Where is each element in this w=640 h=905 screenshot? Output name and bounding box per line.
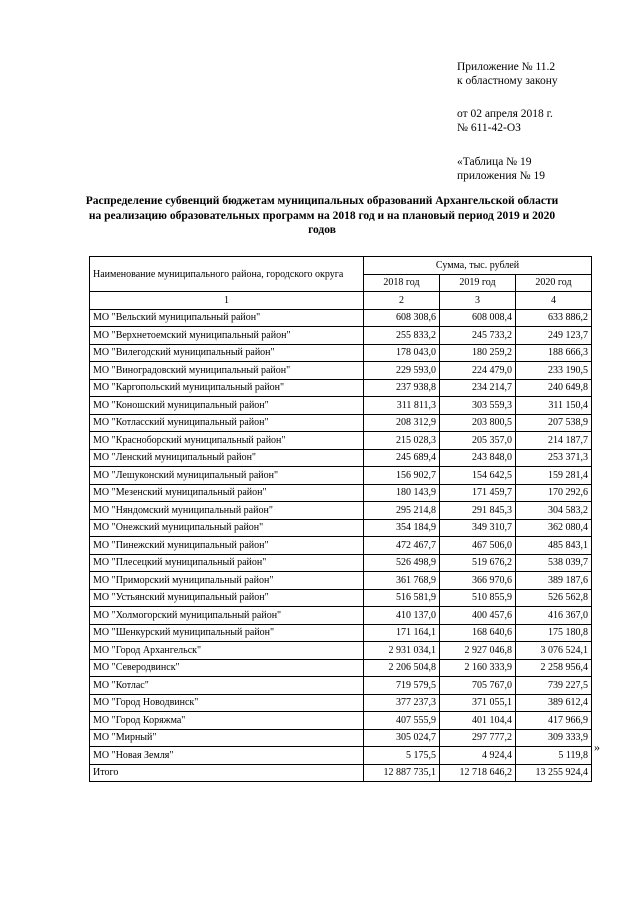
cell-2018: 208 312,9 [364, 414, 440, 432]
cell-2020: 526 562,8 [516, 589, 592, 607]
table-row [90, 607, 592, 625]
cell-2019: 297 777,2 [440, 729, 516, 747]
cell-2019: 203 800,5 [440, 414, 516, 432]
cell-2018: 410 137,0 [364, 607, 440, 625]
cell-2019: 401 104,4 [440, 712, 516, 730]
cell-2019: 705 767,0 [440, 677, 516, 695]
table-row [90, 729, 592, 747]
cell-2019: 366 970,6 [440, 572, 516, 590]
col-header-sum: Сумма, тыс. рублей [364, 257, 592, 275]
table-row [90, 362, 592, 380]
table-row [90, 344, 592, 362]
cell-name: МО "Каргопольский муниципальный район" [90, 379, 364, 397]
table-row [90, 589, 592, 607]
cell-2019: 171 459,7 [440, 484, 516, 502]
cell-2019: 180 259,2 [440, 344, 516, 362]
cell-name: МО "Няндомский муниципальный район" [90, 502, 364, 520]
cell-name: МО "Шенкурский муниципальный район" [90, 624, 364, 642]
cell-2020: 389 187,6 [516, 572, 592, 590]
cell-2018: 516 581,9 [364, 589, 440, 607]
col-header-2019: 2019 год [440, 274, 516, 292]
cell-name: МО "Плесецкий муниципальный район" [90, 554, 364, 572]
cell-2019: 205 357,0 [440, 432, 516, 450]
cell-2018: 171 164,1 [364, 624, 440, 642]
table-row [90, 642, 592, 660]
table-row [90, 484, 592, 502]
cell-2020: 175 180,8 [516, 624, 592, 642]
cell-2019: 12 718 646,2 [440, 764, 516, 782]
cell-2020: 739 227,5 [516, 677, 592, 695]
cell-name: МО "Верхнетоемский муниципальный район" [90, 327, 364, 345]
cell-name: МО "Вилегодский муниципальный район" [90, 344, 364, 362]
cell-2020: 170 292,6 [516, 484, 592, 502]
table-colnum-row [90, 292, 592, 310]
cell-2018: 237 938,8 [364, 379, 440, 397]
table-row [90, 537, 592, 555]
cell-2020: 416 367,0 [516, 607, 592, 625]
col-number-4: 4 [516, 292, 592, 310]
cell-name: МО "Котласский муниципальный район" [90, 414, 364, 432]
cell-name: МО "Красноборский муниципальный район" [90, 432, 364, 450]
closing-quote: » [594, 740, 600, 754]
table-row [90, 502, 592, 520]
cell-2019: 2 927 046,8 [440, 642, 516, 660]
cell-2019: 234 214,7 [440, 379, 516, 397]
cell-2020: 13 255 924,4 [516, 764, 592, 782]
table-row [90, 712, 592, 730]
cell-2020: 2 258 956,4 [516, 659, 592, 677]
col-number-1: 1 [90, 292, 364, 310]
cell-2018: 229 593,0 [364, 362, 440, 380]
cell-2020: 159 281,4 [516, 467, 592, 485]
cell-2020: 253 371,3 [516, 449, 592, 467]
cell-name: МО "Пинежский муниципальный район" [90, 537, 364, 555]
cell-2019: 243 848,0 [440, 449, 516, 467]
cell-2019: 349 310,7 [440, 519, 516, 537]
table-row [90, 414, 592, 432]
col-header-name: Наименование муниципального района, городского округа [90, 257, 364, 292]
appendix-law-ref: к областному закону [457, 75, 558, 87]
cell-2018: 407 555,9 [364, 712, 440, 730]
cell-2020: 188 666,3 [516, 344, 592, 362]
cell-2019: 400 457,6 [440, 607, 516, 625]
cell-2019: 510 855,9 [440, 589, 516, 607]
table-row [90, 327, 592, 345]
cell-2018: 2 931 034,1 [364, 642, 440, 660]
cell-2019: 371 055,1 [440, 694, 516, 712]
cell-name: МО "Северодвинск" [90, 659, 364, 677]
table-row [90, 379, 592, 397]
cell-2018: 255 833,2 [364, 327, 440, 345]
document-title: Распределение субвенций бюджетам муниципальных образований Архангельской области на реализацию образовательных программ на 2018 год и на плановый период 2019 и 2020 годов [85, 195, 559, 236]
cell-name: МО "Лешуконский муниципальный район" [90, 467, 364, 485]
cell-name: МО "Мезенский муниципальный район" [90, 484, 364, 502]
col-header-2018: 2018 год [364, 274, 440, 292]
cell-name: МО "Ленский муниципальный район" [90, 449, 364, 467]
table-body [90, 309, 592, 782]
col-number-3: 3 [440, 292, 516, 310]
table-row [90, 624, 592, 642]
table-appendix-ref: приложения № 19 [457, 170, 545, 182]
table-row [90, 449, 592, 467]
cell-2018: 215 028,3 [364, 432, 440, 450]
cell-2019: 154 642,5 [440, 467, 516, 485]
cell-2019: 4 924,4 [440, 747, 516, 765]
cell-name: Итого [90, 764, 364, 782]
cell-2020: 3 076 524,1 [516, 642, 592, 660]
cell-2020: 362 080,4 [516, 519, 592, 537]
table-header-row [90, 257, 592, 275]
cell-name: МО "Холмогорский муниципальный район" [90, 607, 364, 625]
cell-2019: 608 008,4 [440, 309, 516, 327]
cell-2018: 472 467,7 [364, 537, 440, 555]
table-row [90, 519, 592, 537]
cell-2019: 303 559,3 [440, 397, 516, 415]
table-number: «Таблица № 19 [457, 156, 532, 168]
cell-name: МО "Онежский муниципальный район" [90, 519, 364, 537]
cell-2020: 417 966,9 [516, 712, 592, 730]
cell-2019: 168 640,6 [440, 624, 516, 642]
cell-2020: 5 119,8 [516, 747, 592, 765]
col-header-2020: 2020 год [516, 274, 592, 292]
cell-name: МО "Город Архангельск" [90, 642, 364, 660]
table-row [90, 432, 592, 450]
cell-name: МО "Котлас" [90, 677, 364, 695]
table-row [90, 694, 592, 712]
cell-2019: 519 676,2 [440, 554, 516, 572]
cell-2019: 291 845,3 [440, 502, 516, 520]
table-row [90, 309, 592, 327]
cell-2018: 526 498,9 [364, 554, 440, 572]
cell-name: МО "Виноградовский муниципальный район" [90, 362, 364, 380]
cell-2018: 12 887 735,1 [364, 764, 440, 782]
appendix-number: Приложение № 11.2 [457, 61, 556, 73]
cell-2020: 538 039,7 [516, 554, 592, 572]
cell-2018: 178 043,0 [364, 344, 440, 362]
cell-2018: 156 902,7 [364, 467, 440, 485]
cell-2020: 485 843,1 [516, 537, 592, 555]
cell-2018: 305 024,7 [364, 729, 440, 747]
cell-2018: 2 206 504,8 [364, 659, 440, 677]
cell-name: МО "Устьянский муниципальный район" [90, 589, 364, 607]
table-row [90, 397, 592, 415]
cell-2018: 5 175,5 [364, 747, 440, 765]
cell-2018: 295 214,8 [364, 502, 440, 520]
law-number: № 611-42-ОЗ [457, 122, 521, 134]
table-row [90, 572, 592, 590]
cell-2020: 389 612,4 [516, 694, 592, 712]
cell-2020: 633 886,2 [516, 309, 592, 327]
cell-name: МО "Мирный" [90, 729, 364, 747]
col-number-2: 2 [364, 292, 440, 310]
cell-2020: 207 538,9 [516, 414, 592, 432]
cell-2018: 608 308,6 [364, 309, 440, 327]
cell-2018: 354 184,9 [364, 519, 440, 537]
cell-2020: 309 333,9 [516, 729, 592, 747]
cell-2019: 467 506,0 [440, 537, 516, 555]
table-row [90, 747, 592, 765]
cell-2018: 361 768,9 [364, 572, 440, 590]
cell-name: МО "Город Коряжма" [90, 712, 364, 730]
law-date: от 02 апреля 2018 г. [457, 108, 553, 120]
subsidy-table [89, 256, 592, 782]
appendix-header [457, 60, 627, 183]
cell-2018: 180 143,9 [364, 484, 440, 502]
cell-2018: 245 689,4 [364, 449, 440, 467]
cell-2020: 233 190,5 [516, 362, 592, 380]
cell-name: МО "Вельский муниципальный район" [90, 309, 364, 327]
cell-2018: 377 237,3 [364, 694, 440, 712]
table-total-row [90, 764, 592, 782]
cell-name: МО "Новая Земля" [90, 747, 364, 765]
table-row [90, 467, 592, 485]
cell-2020: 240 649,8 [516, 379, 592, 397]
cell-2020: 249 123,7 [516, 327, 592, 345]
cell-2020: 304 583,2 [516, 502, 592, 520]
cell-name: МО "Коношский муниципальный район" [90, 397, 364, 415]
cell-2018: 719 579,5 [364, 677, 440, 695]
cell-2020: 214 187,7 [516, 432, 592, 450]
cell-2019: 224 479,0 [440, 362, 516, 380]
table-row [90, 554, 592, 572]
cell-2018: 311 811,3 [364, 397, 440, 415]
cell-2019: 2 160 333,9 [440, 659, 516, 677]
cell-name: МО "Приморский муниципальный район" [90, 572, 364, 590]
table-row [90, 659, 592, 677]
table-row [90, 677, 592, 695]
cell-2019: 245 733,2 [440, 327, 516, 345]
cell-name: МО "Город Новодвинск" [90, 694, 364, 712]
cell-2020: 311 150,4 [516, 397, 592, 415]
